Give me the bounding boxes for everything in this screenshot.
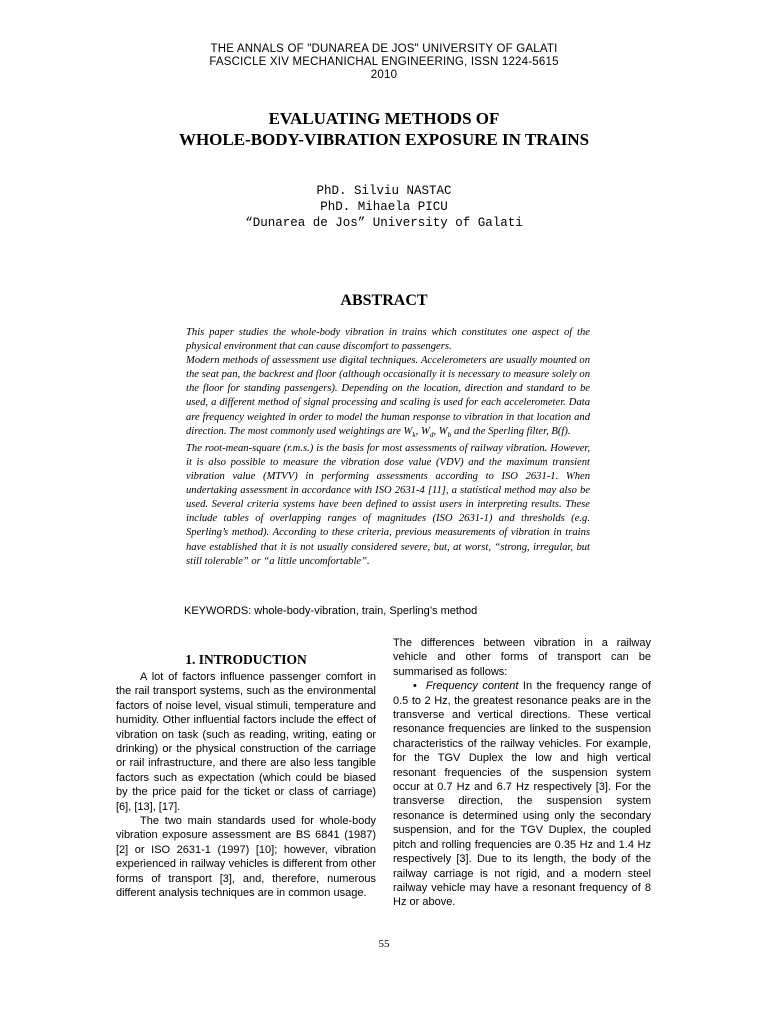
intro-paragraph-1: A lot of factors influence passenger comfort in the rail transport systems, such as the environmental factors of noise level, visual stimuli, temperature and humidity. Other influential factors include the effect of vibration on task (such as reading, writing, eating or drinking) or the physical construction of the carriage or rail infrastructure, and there are also less tangible factors such as expectation (which could be biased by the price paid for the ticket or class of carriage) [6], [13], [17]. bbox=[116, 671, 376, 813]
left-column bbox=[116, 670, 376, 901]
abstract-body bbox=[186, 326, 590, 569]
paper-title-line2: WHOLE-BODY-VIBRATION EXPOSURE IN TRAINS bbox=[178, 130, 590, 149]
right-column bbox=[393, 636, 651, 910]
right-paragraph-1: The differences between vibration in a railway vehicle and other forms of transport can be summarised as follows: bbox=[393, 637, 651, 678]
author-2: PhD. Mihaela PICU bbox=[320, 200, 448, 214]
paper-title bbox=[0, 108, 768, 150]
keywords-line: KEYWORDS: whole-body-vibration, train, Sperling’s method bbox=[184, 605, 478, 617]
abstract-paragraph-3: The root-mean-square (r.m.s.) is the basis for most assessments of railway vibration. However, it is also possible to measure the vibration dose value (VDV) and the maximum transient vibration value (MTVV) in performing assessments according to ISO 2631-1. When undertaking assessment in accordance with ISO 2631-4 [11], a statistical method may also be used. Several criteria systems have been defined to assist users in interpreting results. These include tables of overlapping ranges of magnitudes (ISO 2631-1) and thresholds (e.g. Sperling’s method). According to these criteria, previous measurements of vibration in trains have established that it is not usually considered severe, but, at worst, “strong, irregular, but still tolerable” or “a little uncomfortable”. bbox=[186, 442, 590, 567]
author-block bbox=[0, 183, 768, 231]
abstract-paragraph-2: Modern methods of assessment use digital techniques. Accelerometers are usually mounted on the seat pan, the backrest and floor (although occasionally it is necessary to measure solely on the floor for standing passengers). Depending on the location, direction and standard to be used, a different method of signal processing and scaling is used for each accelerometer. Data are frequency weighted in order to model the human response to vibration in that location and direction. The most commonly used weightings are $W_k$, $W_d$, $W_b$ and the Sperling filter, B(f). bbox=[186, 355, 590, 439]
author-affiliation: “Dunarea de Jos” University of Galati bbox=[245, 216, 523, 230]
journal-header-line2: FASCICLE XIV MECHANICHAL ENGINEERING, ISSN 1224-5615 bbox=[209, 56, 559, 68]
intro-paragraph-2: The two main standards used for whole-body vibration exposure assessment are BS 6841 (1987) [2] or ISO 2631-1 (1997) [10]; however, vibration experienced in railway vehicles is different from other forms of transport [3], and, therefore, numerous different analysis techniques are in common usage. bbox=[116, 815, 376, 900]
paper-title-line1: EVALUATING METHODS OF bbox=[268, 109, 500, 128]
abstract-heading: ABSTRACT bbox=[340, 292, 428, 309]
right-paragraph-2: • Frequency content In the frequency range of 0.5 to 2 Hz, the greatest resonance peaks are in the transverse and vertical directions. These vertical resonance frequencies are linked to the suspension characteristics of the railway vehicles. For example, for the TGV Duplex the low and high vertical resonant frequencies of the suspension system occur at 0.7 Hz and 6.7 Hz respectively [3]. For the transverse direction, the suspension system resonance is determined using only the secondary suspension, and for the TGV Duplex, the coupled pitch and rolling frequencies are 0.35 Hz and 1.4 Hz respectively [3]. Due to its length, the body of the railway carriage is not rigid, and a modern steel railway vehicle may have a resonant frequency of 8 Hz or above. bbox=[393, 680, 651, 909]
journal-header-year: 2010 bbox=[370, 69, 398, 81]
journal-header bbox=[0, 43, 768, 82]
bullet-icon: • bbox=[413, 680, 417, 693]
author-1: PhD. Silviu NASTAC bbox=[316, 184, 452, 198]
journal-header-line1: THE ANNALS OF "DUNAREA DE JOS" UNIVERSITY OF GALATI bbox=[210, 43, 558, 55]
section-heading-introduction: 1. INTRODUCTION bbox=[185, 652, 307, 667]
frequency-content-label: Frequency content bbox=[425, 680, 519, 693]
page-number: 55 bbox=[378, 938, 390, 950]
abstract-paragraph-1: This paper studies the whole-body vibration in trains which constitutes one aspect of the physical environment that can cause discomfort to passengers. bbox=[186, 327, 590, 353]
